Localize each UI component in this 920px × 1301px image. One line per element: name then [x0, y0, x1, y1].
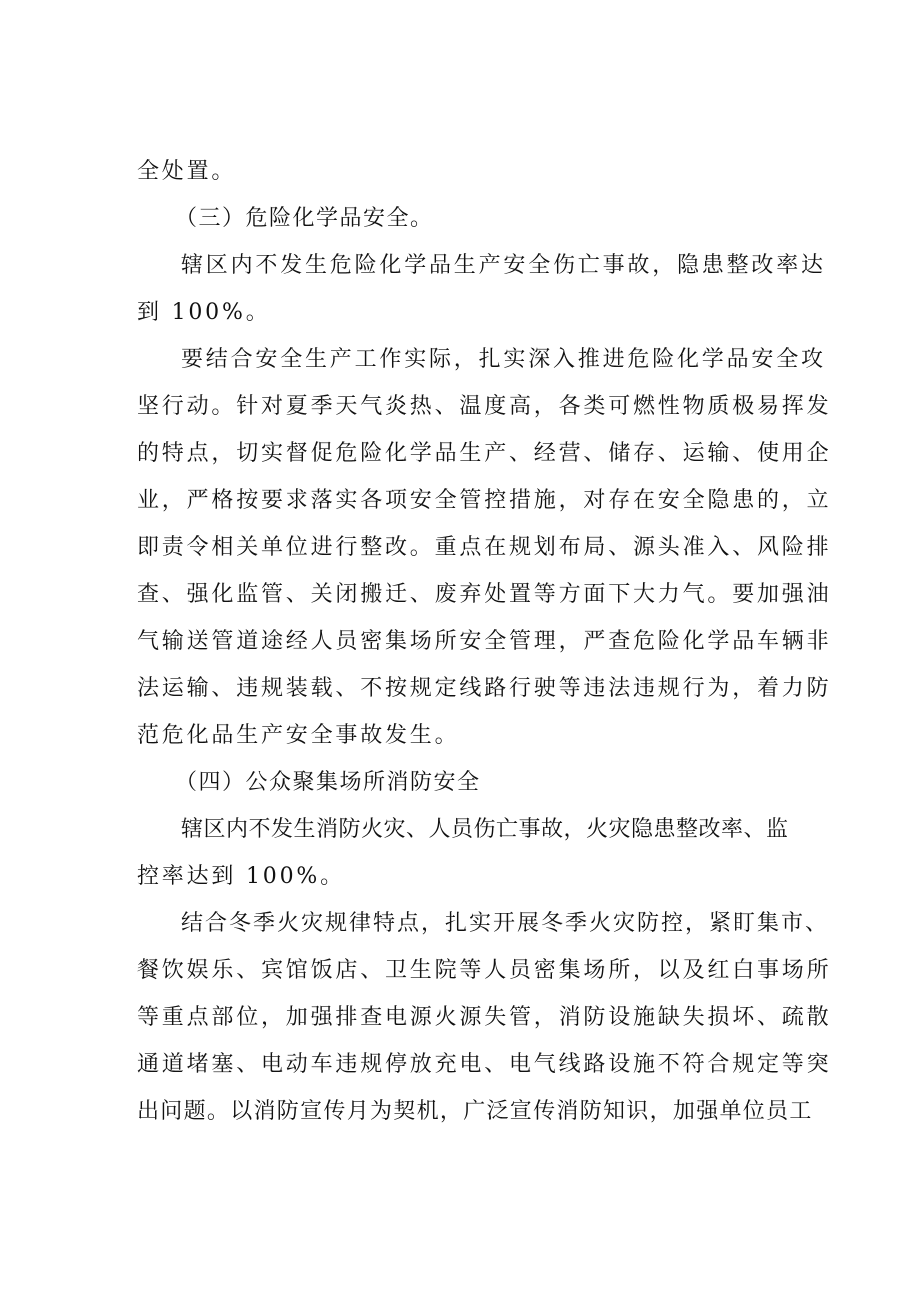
section3-goal-line: 辖区内不发生危险化学品生产安全伤亡事故，隐患整改率达: [181, 253, 826, 278]
section4-body-line: 通道堵塞、电动车违规停放充电、电气线路设施不符合规定等突: [137, 1052, 832, 1077]
section4-goal-line: 辖区内不发生消防火灾、人员伤亡事故，火灾隐患整改率、监: [181, 817, 789, 842]
section3-body-line: 的特点，切实督促危险化学品生产、经营、储存、运输、使用企: [137, 441, 832, 466]
continued-text-line: 全处置。: [137, 159, 237, 184]
section3-body-line: 坚行动。针对夏季天气炎热、温度高，各类可燃性物质极易挥发: [137, 394, 832, 419]
section3-body-line: 业，严格按要求落实各项安全管控措施，对存在安全隐患的，立: [137, 488, 832, 513]
section4-body-line: 结合冬季火灾规律特点，扎实开展冬季火灾防控，紧盯集市、: [181, 911, 830, 936]
section3-body-line: 即责令相关单位进行整改。重点在规划布局、源头准入、风险排: [137, 535, 832, 560]
section3-heading: （三）危险化学品安全。: [175, 206, 434, 231]
section4-heading: （四）公众聚集场所消防安全: [175, 770, 481, 795]
section3-body-line: 气输送管道途经人员密集场所安全管理，严查危险化学品车辆非: [137, 629, 832, 654]
section4-body-line: 餐饮娱乐、宾馆饭店、卫生院等人员密集场所，以及红白事场所: [137, 958, 832, 983]
section4-body-line: 等重点部位，加强排查电源火源失管，消防设施缺失损坏、疏散: [137, 1005, 832, 1030]
section4-goal-line: 控率达到 100%。: [137, 864, 345, 889]
section3-body-line: 查、强化监管、关闭搬迁、废弃处置等方面下大力气。要加强油: [137, 582, 832, 607]
section3-goal-line: 到 100%。: [137, 300, 271, 325]
section4-body-line: 出问题。以消防宣传月为契机，广泛宣传消防知识，加强单位员工: [137, 1099, 813, 1124]
section3-body-line: 要结合安全生产工作实际，扎实深入推进危险化学品安全攻: [181, 347, 826, 372]
section3-body-line: 范危化品生产安全事故发生。: [137, 723, 460, 748]
section3-body-line: 法运输、违规装载、不按规定线路行驶等违法违规行为，着力防: [137, 676, 832, 701]
